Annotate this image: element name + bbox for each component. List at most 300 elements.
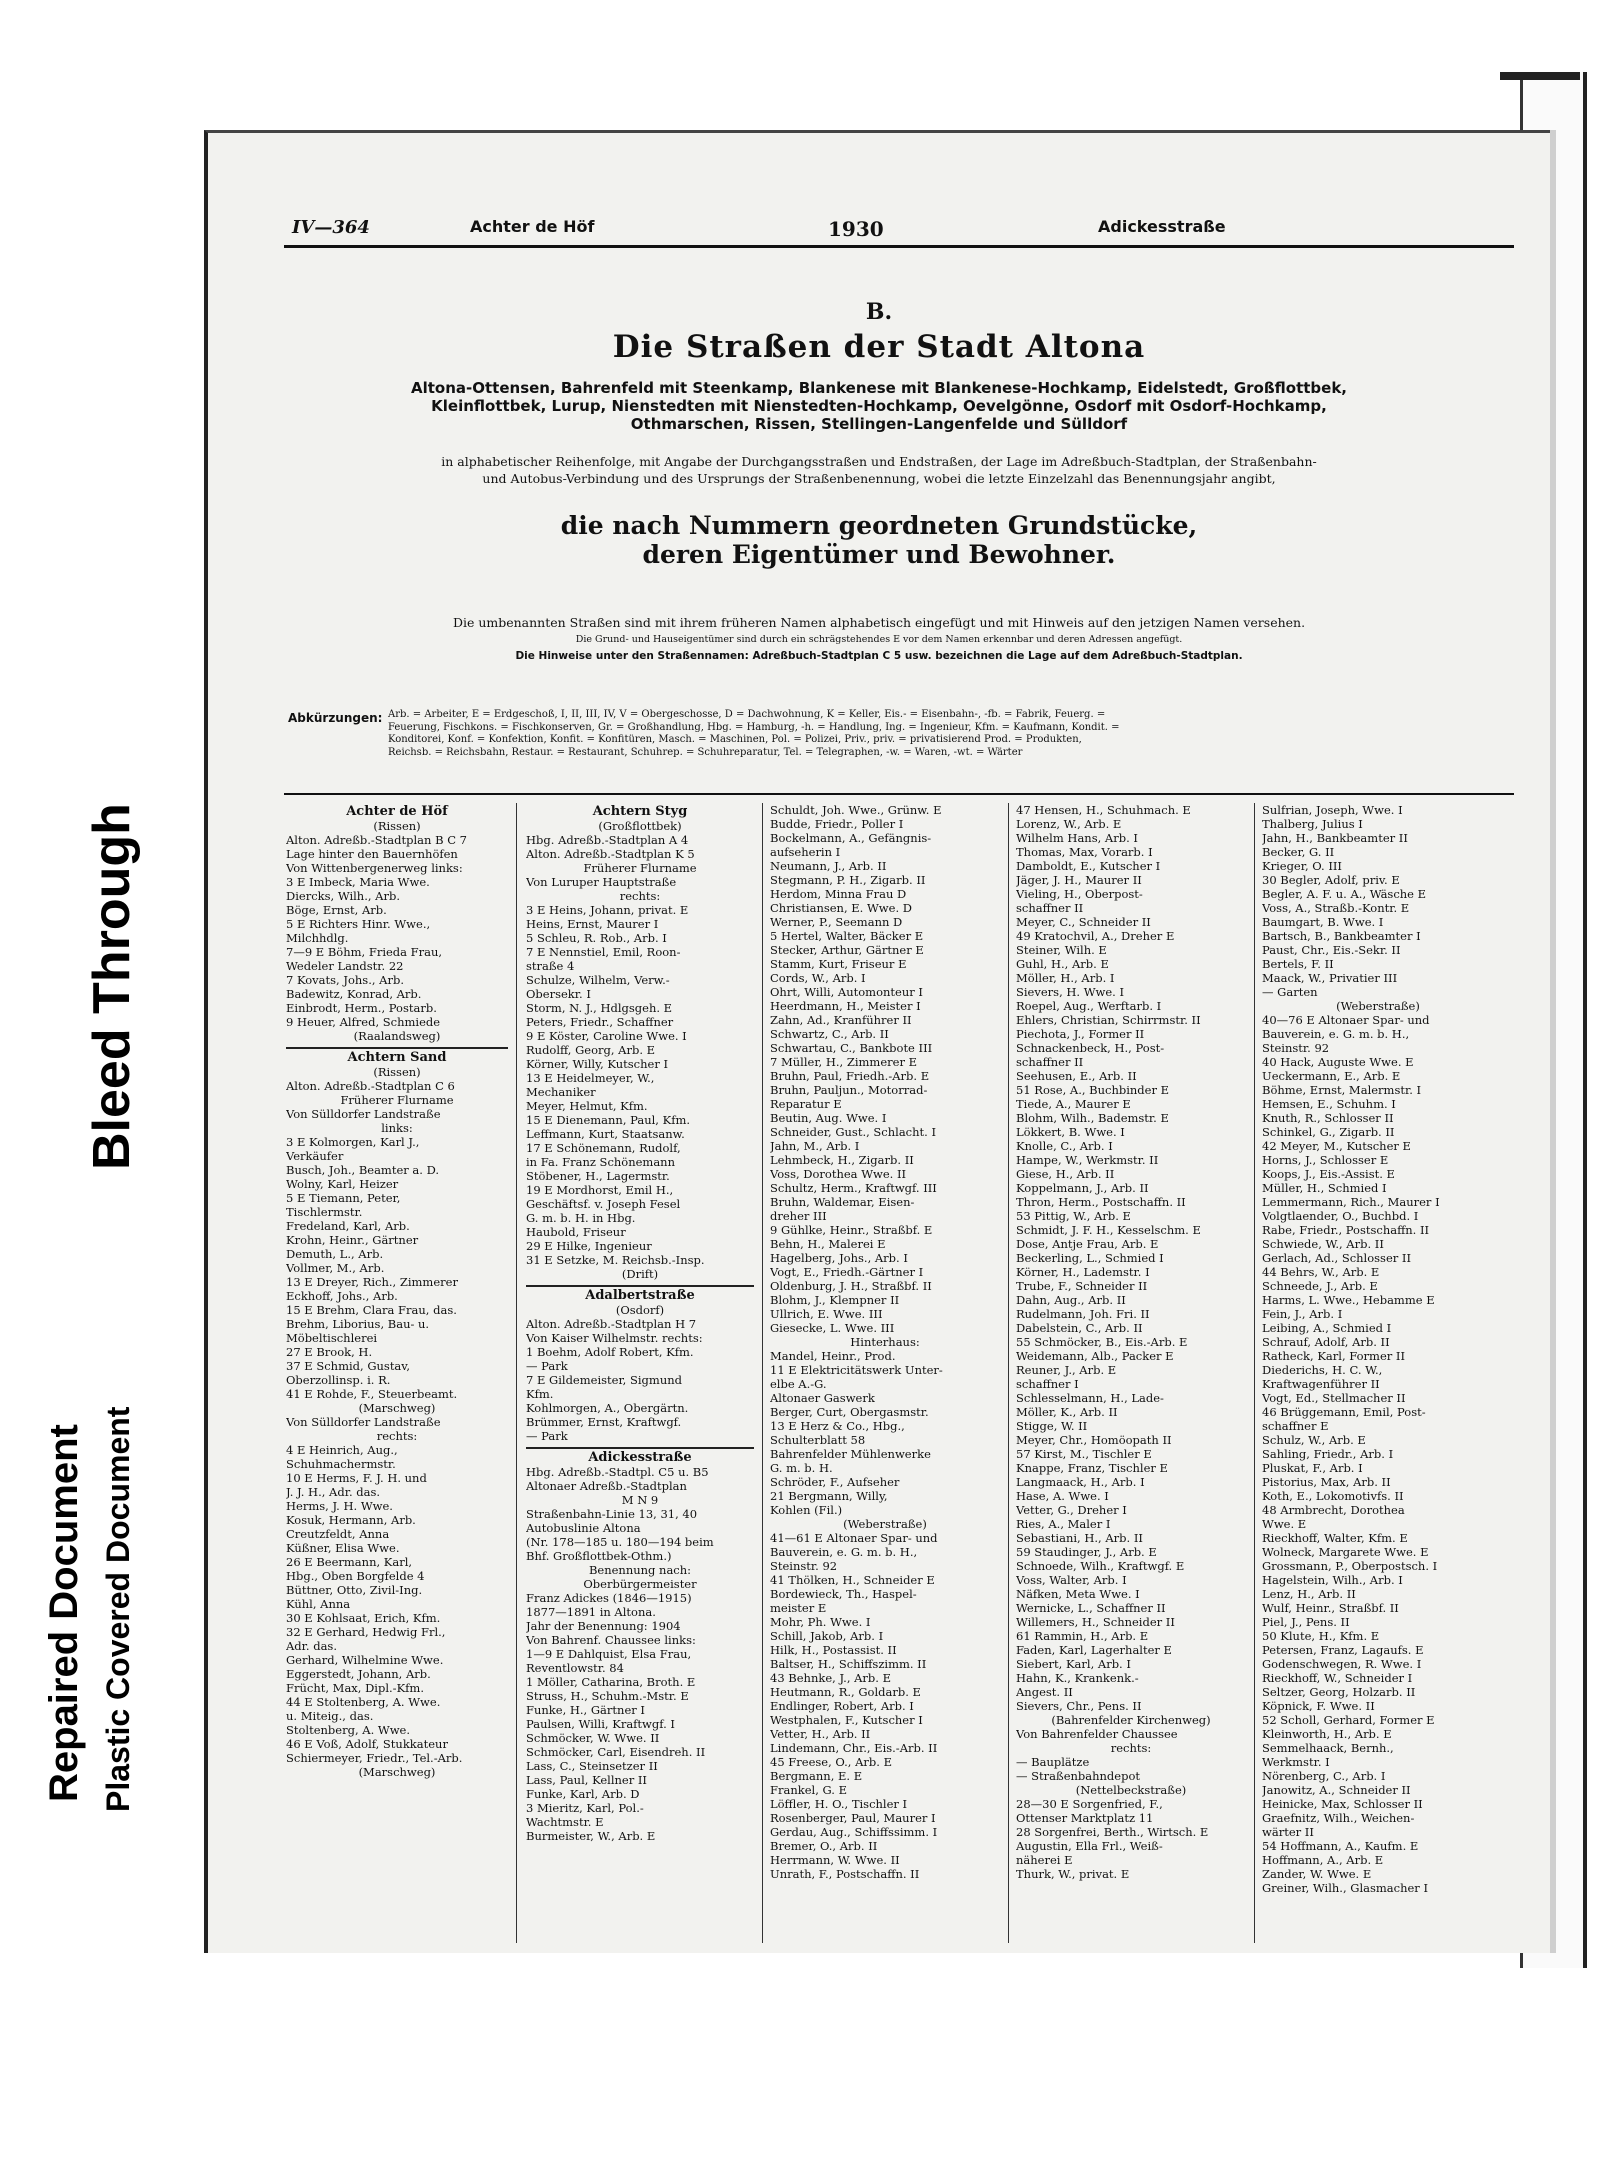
listing-line: Wwe. E	[1262, 1517, 1307, 1531]
listing-line: 59 Staudinger, J., Arb. E	[1016, 1545, 1157, 1559]
listing-line: Lökkert, B. Wwe. I	[1016, 1125, 1125, 1139]
listing-line: Kosuk, Hermann, Arb.	[286, 1513, 416, 1527]
listing-line: Tischlermstr.	[286, 1205, 363, 1219]
listing-line: 5 Schleu, R. Rob., Arb. I	[526, 931, 667, 945]
listing-line: schaffner II	[1016, 901, 1084, 915]
listing-line: 26 E Beermann, Karl,	[286, 1555, 413, 1569]
listing-line: Struss, H., Schuhm.-Mstr. E	[526, 1689, 689, 1703]
listing-line: Sievers, Chr., Pens. II	[1016, 1699, 1142, 1713]
listing-line: Schrauf, Adolf, Arb. II	[1262, 1335, 1390, 1349]
section-rule	[526, 1447, 754, 1449]
listing-line: Steinstr. 92	[770, 1559, 838, 1573]
listing-line: Vollmer, M., Arb.	[286, 1261, 385, 1275]
listing-line: Vogt, E., Friedh.-Gärtner I	[770, 1265, 924, 1279]
listing-line: Von Sülldorfer Landstraße	[286, 1107, 441, 1121]
listing-line: (Bahrenfelder Kirchenweg)	[1051, 1713, 1211, 1727]
listing-line: 4 E Heinrich, Aug.,	[286, 1443, 398, 1457]
listing-line: 61 Rammin, H., Arb. E	[1016, 1629, 1149, 1643]
listing-line: Hahn, K., Krankenk.-	[1016, 1671, 1139, 1685]
listing-line: 50 Klute, H., Kfm. E	[1262, 1629, 1380, 1643]
listing-line: 41 E Rohde, F., Steuerbeamt.	[286, 1387, 458, 1401]
listing-line: Ullrich, E. Wwe. III	[770, 1307, 883, 1321]
listing-line: Kraftwagenführer II	[1262, 1377, 1380, 1391]
listing-line: Lenz, H., Arb. II	[1262, 1587, 1356, 1601]
listing-line: 52 Scholl, Gerhard, Former E	[1262, 1713, 1435, 1727]
listing-line: Lehmbeck, H., Zigarb. II	[770, 1153, 914, 1167]
street-heading: Achtern Styg	[592, 805, 688, 819]
listing-line: Willemers, H., Schneider II	[1016, 1615, 1175, 1629]
listing-line: Piel, J., Pens. II	[1262, 1615, 1350, 1629]
listing-line: Geschäftsf. v. Joseph Fesel	[526, 1197, 681, 1211]
listing-line: Hilk, H., Postassist. II	[770, 1643, 897, 1657]
listing-line: Roepel, Aug., Werftarb. I	[1016, 999, 1162, 1013]
listing-line: 45 Freese, O., Arb. E	[770, 1755, 892, 1769]
listing-line: Alton. Adreßb.-Stadtplan K 5	[526, 847, 695, 861]
page-number: IV—364	[292, 217, 370, 238]
abbreviations	[388, 709, 1498, 759]
listing-line: Ehlers, Christian, Schirrmstr. II	[1016, 1013, 1201, 1027]
listing-line: 3 Mieritz, Karl, Pol.-	[526, 1801, 644, 1815]
listing-line: Oberzollinsp. i. R.	[286, 1373, 391, 1387]
listing-line: Ottenser Marktplatz 11	[1016, 1811, 1154, 1825]
listing-line: Zahn, Ad., Kranführer II	[770, 1013, 912, 1027]
listing-line: Hbg. Adreßb.-Stadtplan A 4	[526, 833, 689, 847]
listing-line: 3 E Kolmorgen, Karl J.,	[286, 1135, 420, 1149]
listing-line: Heinicke, Max, Schlosser II	[1262, 1797, 1423, 1811]
listing-line: 41—61 E Altonaer Spar- und	[770, 1531, 938, 1545]
listing-line: Thomas, Max, Vorarb. I	[1016, 845, 1153, 859]
listing-line: Sahling, Friedr., Arb. I	[1262, 1447, 1394, 1461]
listing-line: Dabelstein, C., Arb. II	[1016, 1321, 1143, 1335]
listing-line: — Bauplätze	[1016, 1755, 1090, 1769]
districts	[248, 379, 1510, 433]
listing-line: Sebastiani, H., Arb. II	[1016, 1531, 1143, 1545]
listing-line: Beutin, Aug. Wwe. I	[770, 1111, 887, 1125]
listing-line: Seltzer, Georg, Holzarb. II	[1262, 1685, 1416, 1699]
listing-line: 10 E Herms, F. J. H. und	[286, 1471, 427, 1485]
listing-line: Endlinger, Robert, Arb. I	[770, 1699, 914, 1713]
listing-line: Busch, Joh., Beamter a. D.	[286, 1163, 440, 1177]
listing-line: Bertels, F. II	[1262, 957, 1334, 971]
listing-line: Schwiede, W., Arb. II	[1262, 1237, 1384, 1251]
listing-line: G. m. b. H.	[770, 1461, 833, 1475]
bleed-through-label: Bleed Through	[83, 803, 141, 1170]
listing-line: Horns, J., Schlosser E	[1262, 1153, 1389, 1167]
listing-line: Krohn, Heinr., Gärtner	[286, 1233, 419, 1247]
listing-line: Graefnitz, Wilh., Weichen-	[1262, 1811, 1415, 1825]
header-right-street: Adickesstraße	[1098, 217, 1226, 236]
listing-line: Thron, Herm., Postschaffn. II	[1016, 1195, 1186, 1209]
column-divider	[1254, 803, 1255, 1943]
listing-line: Stoltenberg, A. Wwe.	[286, 1723, 411, 1737]
listing-line: Böhme, Ernst, Malermstr. I	[1262, 1083, 1422, 1097]
listing-line: Schmidt, J. F. H., Kesselschm. E	[1016, 1223, 1201, 1237]
listing-line: Schwartz, C., Arb. II	[770, 1027, 889, 1041]
listing-line: Nörenberg, C., Arb. I	[1262, 1769, 1386, 1783]
listing-line: Burmeister, W., Arb. E	[526, 1829, 656, 1843]
listing-line: Voss, A., Straßb.-Kontr. E	[1262, 901, 1410, 915]
listing-line: (Weberstraße)	[843, 1517, 927, 1531]
listing-line: Jahn, H., Bankbeamter II	[1262, 831, 1408, 845]
listing-line: Schulterblatt 58	[770, 1433, 866, 1447]
listing-line: Thurk, W., privat. E	[1016, 1867, 1130, 1881]
listing-line: Schulze, Wilhelm, Verw.-	[526, 973, 670, 987]
intro-line: in alphabetischer Reihenfolge, mit Angabe der Durchgangsstraßen und Endstraßen, der Lage im Adreßbuch-Stadtplan, der Straßenbahn-	[441, 454, 1317, 469]
notes	[248, 613, 1510, 665]
listing-line: 30 E Kohlsaat, Erich, Kfm.	[286, 1611, 441, 1625]
listing-line: (Rissen)	[373, 819, 421, 833]
column-divider	[516, 803, 517, 1943]
street-heading: Achtern Sand	[347, 1051, 447, 1065]
listing-line: Dahn, Aug., Arb. II	[1016, 1293, 1126, 1307]
listing-line: Pluskat, F., Arb. I	[1262, 1461, 1363, 1475]
listing-line: Koops, J., Eis.-Assist. E	[1262, 1167, 1395, 1181]
listing-line: 15 E Brehm, Clara Frau, das.	[286, 1303, 457, 1317]
listing-line: 5 E Richters Hinr. Wwe.,	[286, 917, 431, 931]
listing-line: Schmöcker, Carl, Eisendreh. II	[526, 1745, 706, 1759]
listing-line: Jahr der Benennung: 1904	[526, 1619, 681, 1633]
header-year: 1930	[828, 217, 884, 241]
listing-line: 7 Kovats, Johs., Arb.	[286, 973, 404, 987]
listing-line: Vetter, G., Dreher I	[1016, 1503, 1127, 1517]
listing-line: 29 E Hilke, Ingenieur	[526, 1239, 652, 1253]
listing-line: in Fa. Franz Schönemann	[526, 1155, 675, 1169]
listing-line: (Großflottbek)	[598, 819, 682, 833]
listing-line: J. J. H., Adr. das.	[286, 1485, 381, 1499]
listing-line: 7 E Gildemeister, Sigmund	[526, 1373, 682, 1387]
listing-line: Werner, P., Seemann D	[770, 915, 903, 929]
listing-line: Blohm, J., Klempner II	[770, 1293, 900, 1307]
listing-line: Vieling, H., Oberpost-	[1016, 887, 1143, 901]
listing-line: Schröder, F., Aufseher	[770, 1475, 900, 1489]
listing-line: 13 E Dreyer, Rich., Zimmerer	[286, 1275, 458, 1289]
listing-line: Weidemann, Alb., Packer E	[1016, 1349, 1174, 1363]
listing-line: 42 Meyer, M., Kutscher E	[1262, 1139, 1411, 1153]
listing-line: 9 E Köster, Caroline Wwe. I	[526, 1029, 687, 1043]
listing-line: Thalberg, Julius I	[1262, 817, 1363, 831]
listing-line: 30 Begler, Adolf, priv. E	[1262, 873, 1400, 887]
listing-line: Bartsch, B., Bankbeamter I	[1262, 929, 1421, 943]
listing-line: Pistorius, Max, Arb. II	[1262, 1475, 1391, 1489]
listing-line: Büttner, Otto, Zivil-Ing.	[286, 1583, 423, 1597]
listing-line: Funke, Karl, Arb. D	[526, 1787, 640, 1801]
listing-line: 9 Heuer, Alfred, Schmiede	[286, 1015, 441, 1029]
listing-line: 48 Armbrecht, Dorothea	[1262, 1503, 1405, 1517]
page-edge	[1500, 72, 1580, 80]
listing-line: Rosenberger, Paul, Maurer I	[770, 1811, 936, 1825]
listing-line: Schill, Jakob, Arb. I	[770, 1629, 884, 1643]
listing-line: Koth, E., Lokomotivfs. II	[1262, 1489, 1404, 1503]
listing-line: Brümmer, Ernst, Kraftwgf.	[526, 1415, 682, 1429]
listing-line: Paust, Chr., Eis.-Sekr. II	[1262, 943, 1401, 957]
listing-line: Müller, H., Schmied I	[1262, 1181, 1387, 1195]
listing-line: rechts:	[619, 889, 661, 903]
listing-line: Franz Adickes (1846—1915)	[526, 1591, 692, 1605]
listing-line: 53 Pittig, W., Arb. E	[1016, 1209, 1131, 1223]
listing-line: links:	[381, 1121, 413, 1135]
listing-line: 47 Hensen, H., Schuhmach. E	[1016, 803, 1191, 817]
listing-line: Heutmann, R., Goldarb. E	[770, 1685, 921, 1699]
listing-line: Hbg., Oben Borgfelde 4	[286, 1569, 425, 1583]
listing-line: Knuth, R., Schlosser II	[1262, 1111, 1394, 1125]
listing-line: Giese, H., Arb. II	[1016, 1167, 1115, 1181]
listing-line: u. Miteig., das.	[286, 1709, 374, 1723]
listing-line: Meyer, C., Schneider II	[1016, 915, 1151, 929]
listing-line: Funke, H., Gärtner I	[526, 1703, 645, 1717]
listing-line: Peters, Friedr., Schaffner	[526, 1015, 674, 1029]
listing-line: Guhl, H., Arb. E	[1016, 957, 1109, 971]
listing-line: Stöbener, H., Lagermstr.	[526, 1169, 670, 1183]
listing-line: Wedeler Landstr. 22	[286, 959, 404, 973]
abbreviations-label: Abkürzungen:	[288, 711, 383, 725]
listing-line: schaffner E	[1262, 1419, 1329, 1433]
listing-line: Schmöcker, W. Wwe. II	[526, 1731, 660, 1745]
note-owners: Die Grund- und Hauseigentümer sind durch ein schrägstehendes E vor dem Namen erkennbar und deren Adressen angefügt.	[575, 634, 1183, 645]
listing-line: Gerlach, Ad., Schlosser II	[1262, 1251, 1411, 1265]
listing-line: Bahrenfelder Mühlenwerke	[770, 1447, 931, 1461]
listing-line: Storm, N. J., Hdlgsgeh. E	[526, 1001, 673, 1015]
listing-line: Heins, Ernst, Maurer I	[526, 917, 659, 931]
listing-line: 19 E Mordhorst, Emil H.,	[526, 1183, 674, 1197]
listing-line: Harms, L. Wwe., Hebamme E	[1262, 1293, 1435, 1307]
listing-line: M N 9	[621, 1493, 659, 1507]
listing-line: 46 E Voß, Adolf, Stukkateur	[286, 1737, 448, 1751]
listing-line: 7—9 E Böhm, Frieda Frau,	[286, 945, 443, 959]
abbreviations-line: Feuerung, Fischkons. = Fischkonserven, Gr. = Großhandlung, Hbg. = Hamburg, -h. = Handlung, Ing. = Ingenieur, Kfm. = Kaufmann, Kondit. =	[388, 721, 1120, 733]
listing-line: Hagelberg, Johs., Arb. I	[770, 1251, 908, 1265]
listing-line: 9 Gühlke, Heinr., Straßbf. E	[770, 1223, 933, 1237]
listing-line: 28—30 E Sorgenfried, F.,	[1016, 1797, 1163, 1811]
listing-line: Stecker, Arthur, Gärtner E	[770, 943, 924, 957]
listing-line: Mechaniker	[526, 1085, 596, 1099]
listing-line: Schneider, Gust., Schlacht. I	[770, 1125, 936, 1139]
listing-line: Seehusen, E., Arb. II	[1016, 1069, 1137, 1083]
listing-line: 28 Sorgenfrei, Berth., Wirtsch. E	[1016, 1825, 1209, 1839]
listing-line: Schneede, J., Arb. E	[1262, 1279, 1378, 1293]
listing-line: Badewitz, Konrad, Arb.	[286, 987, 422, 1001]
listing-line: 5 E Tiemann, Peter,	[286, 1191, 401, 1205]
listing-line: Kfm.	[526, 1387, 554, 1401]
listing-line: 37 E Schmid, Gustav,	[286, 1359, 411, 1373]
section-letter: B.	[865, 299, 893, 325]
listing-line: Godenschwegen, R. Wwe. I	[1262, 1657, 1422, 1671]
listing-line: Wernicke, L., Schaffner II	[1016, 1601, 1166, 1615]
listing-line: Alton. Adreßb.-Stadtplan B C 7	[286, 833, 467, 847]
listing-line: Lorenz, W., Arb. E	[1016, 817, 1122, 831]
listing-line: Rieckhoff, W., Schneider I	[1262, 1671, 1413, 1685]
listing-column-4	[1016, 803, 1246, 1943]
listing-line: Steiner, Wilh. E	[1016, 943, 1107, 957]
listing-line: Paulsen, Willi, Kraftwgf. I	[526, 1717, 675, 1731]
listing-line: Diederichs, H. C. W.,	[1262, 1363, 1383, 1377]
listing-line: 44 E Stoltenberg, A. Wwe.	[286, 1695, 441, 1709]
listing-line: (Marschweg)	[358, 1765, 436, 1779]
listing-line: Stamm, Kurt, Friseur E	[770, 957, 907, 971]
listing-line: G. m. b. H. in Hbg.	[526, 1211, 636, 1225]
listing-line: Krieger, O. III	[1262, 859, 1342, 873]
street-heading: Adickesstraße	[588, 1451, 692, 1465]
listing-line: Von Bahrenfelder Chaussee	[1016, 1727, 1178, 1741]
listing-line: 13 E Heidelmeyer, W.,	[526, 1071, 655, 1085]
listing-line: 13 E Herz & Co., Hbg.,	[770, 1419, 905, 1433]
listing-line: Neumann, J., Arb. II	[770, 859, 887, 873]
listing-line: Leffmann, Kurt, Staatsanw.	[526, 1127, 685, 1141]
column-divider	[1008, 803, 1009, 1943]
listing-line: Herrmann, W. Wwe. II	[770, 1853, 900, 1867]
listing-line: Kohlen (Fil.)	[770, 1503, 843, 1517]
listing-line: Reventlowstr. 84	[526, 1661, 624, 1675]
listing-line: rechts:	[1110, 1741, 1152, 1755]
listing-line: Leibing, A., Schmied I	[1262, 1321, 1392, 1335]
listing-line: Reparatur E	[770, 1097, 842, 1111]
listing-line: Piechota, J., Former II	[1016, 1027, 1145, 1041]
listing-line: Cords, W., Arb. I	[770, 971, 866, 985]
listing-line: Ueckermann, E., Arb. E	[1262, 1069, 1401, 1083]
listing-line: Siebert, Karl, Arb. I	[1016, 1657, 1131, 1671]
listing-line: (Rissen)	[373, 1065, 421, 1079]
listing-line: Köpnick, F. Wwe. II	[1262, 1699, 1375, 1713]
listing-line: Hase, A. Wwe. I	[1016, 1489, 1109, 1503]
listing-line: Von Luruper Hauptstraße	[526, 875, 677, 889]
listing-line: 32 E Gerhard, Hedwig Frl.,	[286, 1625, 446, 1639]
listing-line: Greiner, Wilh., Glasmacher I	[1262, 1881, 1429, 1895]
listing-line: Altonaer Adreßb.-Stadtplan	[526, 1479, 687, 1493]
listing-line: Oldenburg, J. H., Straßbf. II	[770, 1279, 932, 1293]
listing-line: — Park	[526, 1359, 568, 1373]
listing-line: Grossmann, P., Oberpostsch. I	[1262, 1559, 1438, 1573]
listing-line: Zander, W. Wwe. E	[1262, 1867, 1372, 1881]
listing-line: 57 Kirst, M., Tischler E	[1016, 1447, 1152, 1461]
note-map-hint: Die Hinweise unter den Straßennamen: Adreßbuch-Stadtplan C 5 usw. bezeichnen die Lage auf dem Adreßbuch-Stadtplan.	[515, 650, 1243, 662]
listing-line: Rieckhoff, Walter, Kfm. E	[1262, 1531, 1408, 1545]
listing-line: Jahn, M., Arb. I	[770, 1139, 860, 1153]
listing-line: Lass, Paul, Kellner II	[526, 1773, 647, 1787]
listing-line: 27 E Brook, H.	[286, 1345, 373, 1359]
listing-line: Herms, J. H. Wwe.	[286, 1499, 393, 1513]
listing-column-1	[286, 803, 508, 1943]
listing-line: 21 Bergmann, Willy,	[770, 1489, 888, 1503]
listing-line: Oberbürgermeister	[583, 1577, 697, 1591]
listing-line: Baltser, H., Schiffszimm. II	[770, 1657, 927, 1671]
street-heading: Adalbertstraße	[585, 1289, 695, 1303]
listing-line: Ries, A., Maler I	[1016, 1517, 1111, 1531]
listing-line: Voss, Walter, Arb. I	[1016, 1573, 1127, 1587]
listing-line: Von Bahrenf. Chaussee links:	[526, 1633, 696, 1647]
listing-line: Löffler, H. O., Tischler I	[770, 1797, 908, 1811]
listing-line: dreher III	[770, 1209, 827, 1223]
listing-line: 51 Rose, A., Buchbinder E	[1016, 1083, 1170, 1097]
listing-line: 49 Kratochvil, A., Dreher E	[1016, 929, 1175, 943]
listing-line: Maack, W., Privatier III	[1262, 971, 1398, 985]
listing-line: Hemsen, E., Schuhm. I	[1262, 1097, 1396, 1111]
listing-line: wärter II	[1262, 1825, 1314, 1839]
listing-line: 7 Müller, H., Zimmerer E	[770, 1055, 917, 1069]
listing-line: Frankel, G. E	[770, 1783, 847, 1797]
abbreviations-rule	[284, 793, 1514, 795]
subtitle-line: deren Eigentümer und Bewohner.	[642, 540, 1116, 569]
listing-line: Bergmann, E. E	[770, 1769, 863, 1783]
listing-line: Koppelmann, J., Arb. II	[1016, 1181, 1149, 1195]
listing-line: Becker, G. II	[1262, 845, 1335, 859]
listing-line: Wachtmstr. E	[526, 1815, 604, 1829]
listing-line: Faden, Karl, Lagerhalter E	[1016, 1643, 1172, 1657]
listing-line: Christiansen, E. Wwe. D	[770, 901, 912, 915]
listing-line: 55 Schmöcker, B., Eis.-Arb. E	[1016, 1335, 1188, 1349]
listing-line: Benennung nach:	[588, 1563, 692, 1577]
listing-line: 17 E Schönemann, Rudolf,	[526, 1141, 681, 1155]
listing-line: Dose, Antje Frau, Arb. E	[1016, 1237, 1159, 1251]
note-renamed: Die umbenannten Straßen sind mit ihrem früheren Namen alphabetisch eingefügt und mit Hinweis auf den jetzigen Namen versehen.	[452, 615, 1306, 630]
listing-line: Früherer Flurname	[583, 861, 697, 875]
listing-line: Körner, H., Lademstr. I	[1016, 1265, 1150, 1279]
listing-line: Knappe, Franz, Tischler E	[1016, 1461, 1168, 1475]
listing-line: Westphalen, F., Kutscher I	[770, 1713, 923, 1727]
abbreviations-line: Reichsb. = Reichsbahn, Restaur. = Restaurant, Schuhrep. = Schuhreparatur, Tel. = Telegraphen, -w. = Waren, -wt. = Wärter	[388, 746, 1023, 758]
listing-line: (Osdorf)	[615, 1303, 665, 1317]
listing-line: Eckhoff, Johs., Arb.	[286, 1289, 398, 1303]
listing-line: Reuner, J., Arb. E	[1016, 1363, 1117, 1377]
listing-line: (Marschweg)	[358, 1401, 436, 1415]
listing-line: Schuhmachermstr.	[286, 1457, 396, 1471]
listing-line: Werkmstr. I	[1262, 1755, 1330, 1769]
listing-line: Bordewieck, Th., Haspel-	[770, 1587, 917, 1601]
listing-line: Wolny, Karl, Heizer	[286, 1177, 399, 1191]
listing-line: Von Wittenbergenerweg links:	[286, 861, 463, 875]
listing-line: Schiermeyer, Friedr., Tel.-Arb.	[286, 1751, 463, 1765]
listing-line: Von Kaiser Wilhelmstr. rechts:	[526, 1331, 703, 1345]
listing-line: schaffner I	[1016, 1377, 1079, 1391]
listing-line: Näfken, Meta Wwe. I	[1016, 1587, 1140, 1601]
listing-line: schaffner II	[1016, 1055, 1084, 1069]
listing-line: elbe A.-G.	[770, 1377, 827, 1391]
abbreviations-line: Arb. = Arbeiter, E = Erdgeschoß, I, II, III, IV, V = Obergeschosse, D = Dachwohnung, K = Keller, Eis.- = Eisenbahn-, -fb. = Fabrik, Feuerg. =	[388, 709, 1106, 720]
districts-line: Othmarschen, Rissen, Stellingen-Langenfelde und Sülldorf	[630, 415, 1128, 433]
intro-text	[248, 453, 1510, 487]
listing-line: Bauverein, e. G. m. b. H.,	[1262, 1027, 1410, 1041]
listing-line: Behn, H., Malerei E	[770, 1237, 886, 1251]
listing-line: Wolneck, Margarete Wwe. E	[1262, 1545, 1429, 1559]
listing-line: Schnoede, Wilh., Kraftwgf. E	[1016, 1559, 1185, 1573]
scanned-page	[204, 130, 1550, 1953]
listing-line: Brehm, Liborius, Bau- u.	[286, 1317, 430, 1331]
listing-line: 1877—1891 in Altona.	[526, 1605, 656, 1619]
section-rule	[286, 1047, 508, 1049]
listing-line: meister E	[770, 1601, 827, 1615]
listing-line: Schnackenbeck, H., Post-	[1016, 1041, 1165, 1055]
listing-line: Begler, A. F. u. A., Wäsche E	[1262, 887, 1427, 901]
listing-line: Straßenbahn-Linie 13, 31, 40	[526, 1507, 698, 1521]
page-title: Die Straßen der Stadt Altona	[612, 329, 1146, 365]
listing-line: Petersen, Franz, Lagaufs. E	[1262, 1643, 1424, 1657]
listing-line: Bruhn, Paul, Friedh.-Arb. E	[770, 1069, 930, 1083]
listing-line: Ratheck, Karl, Former II	[1262, 1349, 1405, 1363]
listing-line: Einbrodt, Herm., Postarb.	[286, 1001, 437, 1015]
listing-line: Böge, Ernst, Arb.	[286, 903, 387, 917]
listing-line: Mohr, Ph. Wwe. I	[770, 1615, 871, 1629]
listing-line: Von Sülldorfer Landstraße	[286, 1415, 441, 1429]
listing-line: Möller, H., Arb. I	[1016, 971, 1115, 985]
listing-line: Gerhard, Wilhelmine Wwe.	[286, 1653, 444, 1667]
listing-line: Angest. II	[1016, 1685, 1073, 1699]
listing-line: Knolle, C., Arb. I	[1016, 1139, 1113, 1153]
listing-line: Körner, Willy, Kutscher I	[526, 1057, 669, 1071]
listing-line: Bremer, O., Arb. II	[770, 1839, 878, 1853]
listing-line: Volgtlaender, O., Buchbd. I	[1262, 1209, 1419, 1223]
listing-line: Bauverein, e. G. m. b. H.,	[770, 1545, 918, 1559]
plastic-covered-label: Plastic Covered Document	[100, 1406, 136, 1812]
listing-line: Fein, J., Arb. I	[1262, 1307, 1343, 1321]
listing-line: 54 Hoffmann, A., Kaufm. E	[1262, 1839, 1419, 1853]
